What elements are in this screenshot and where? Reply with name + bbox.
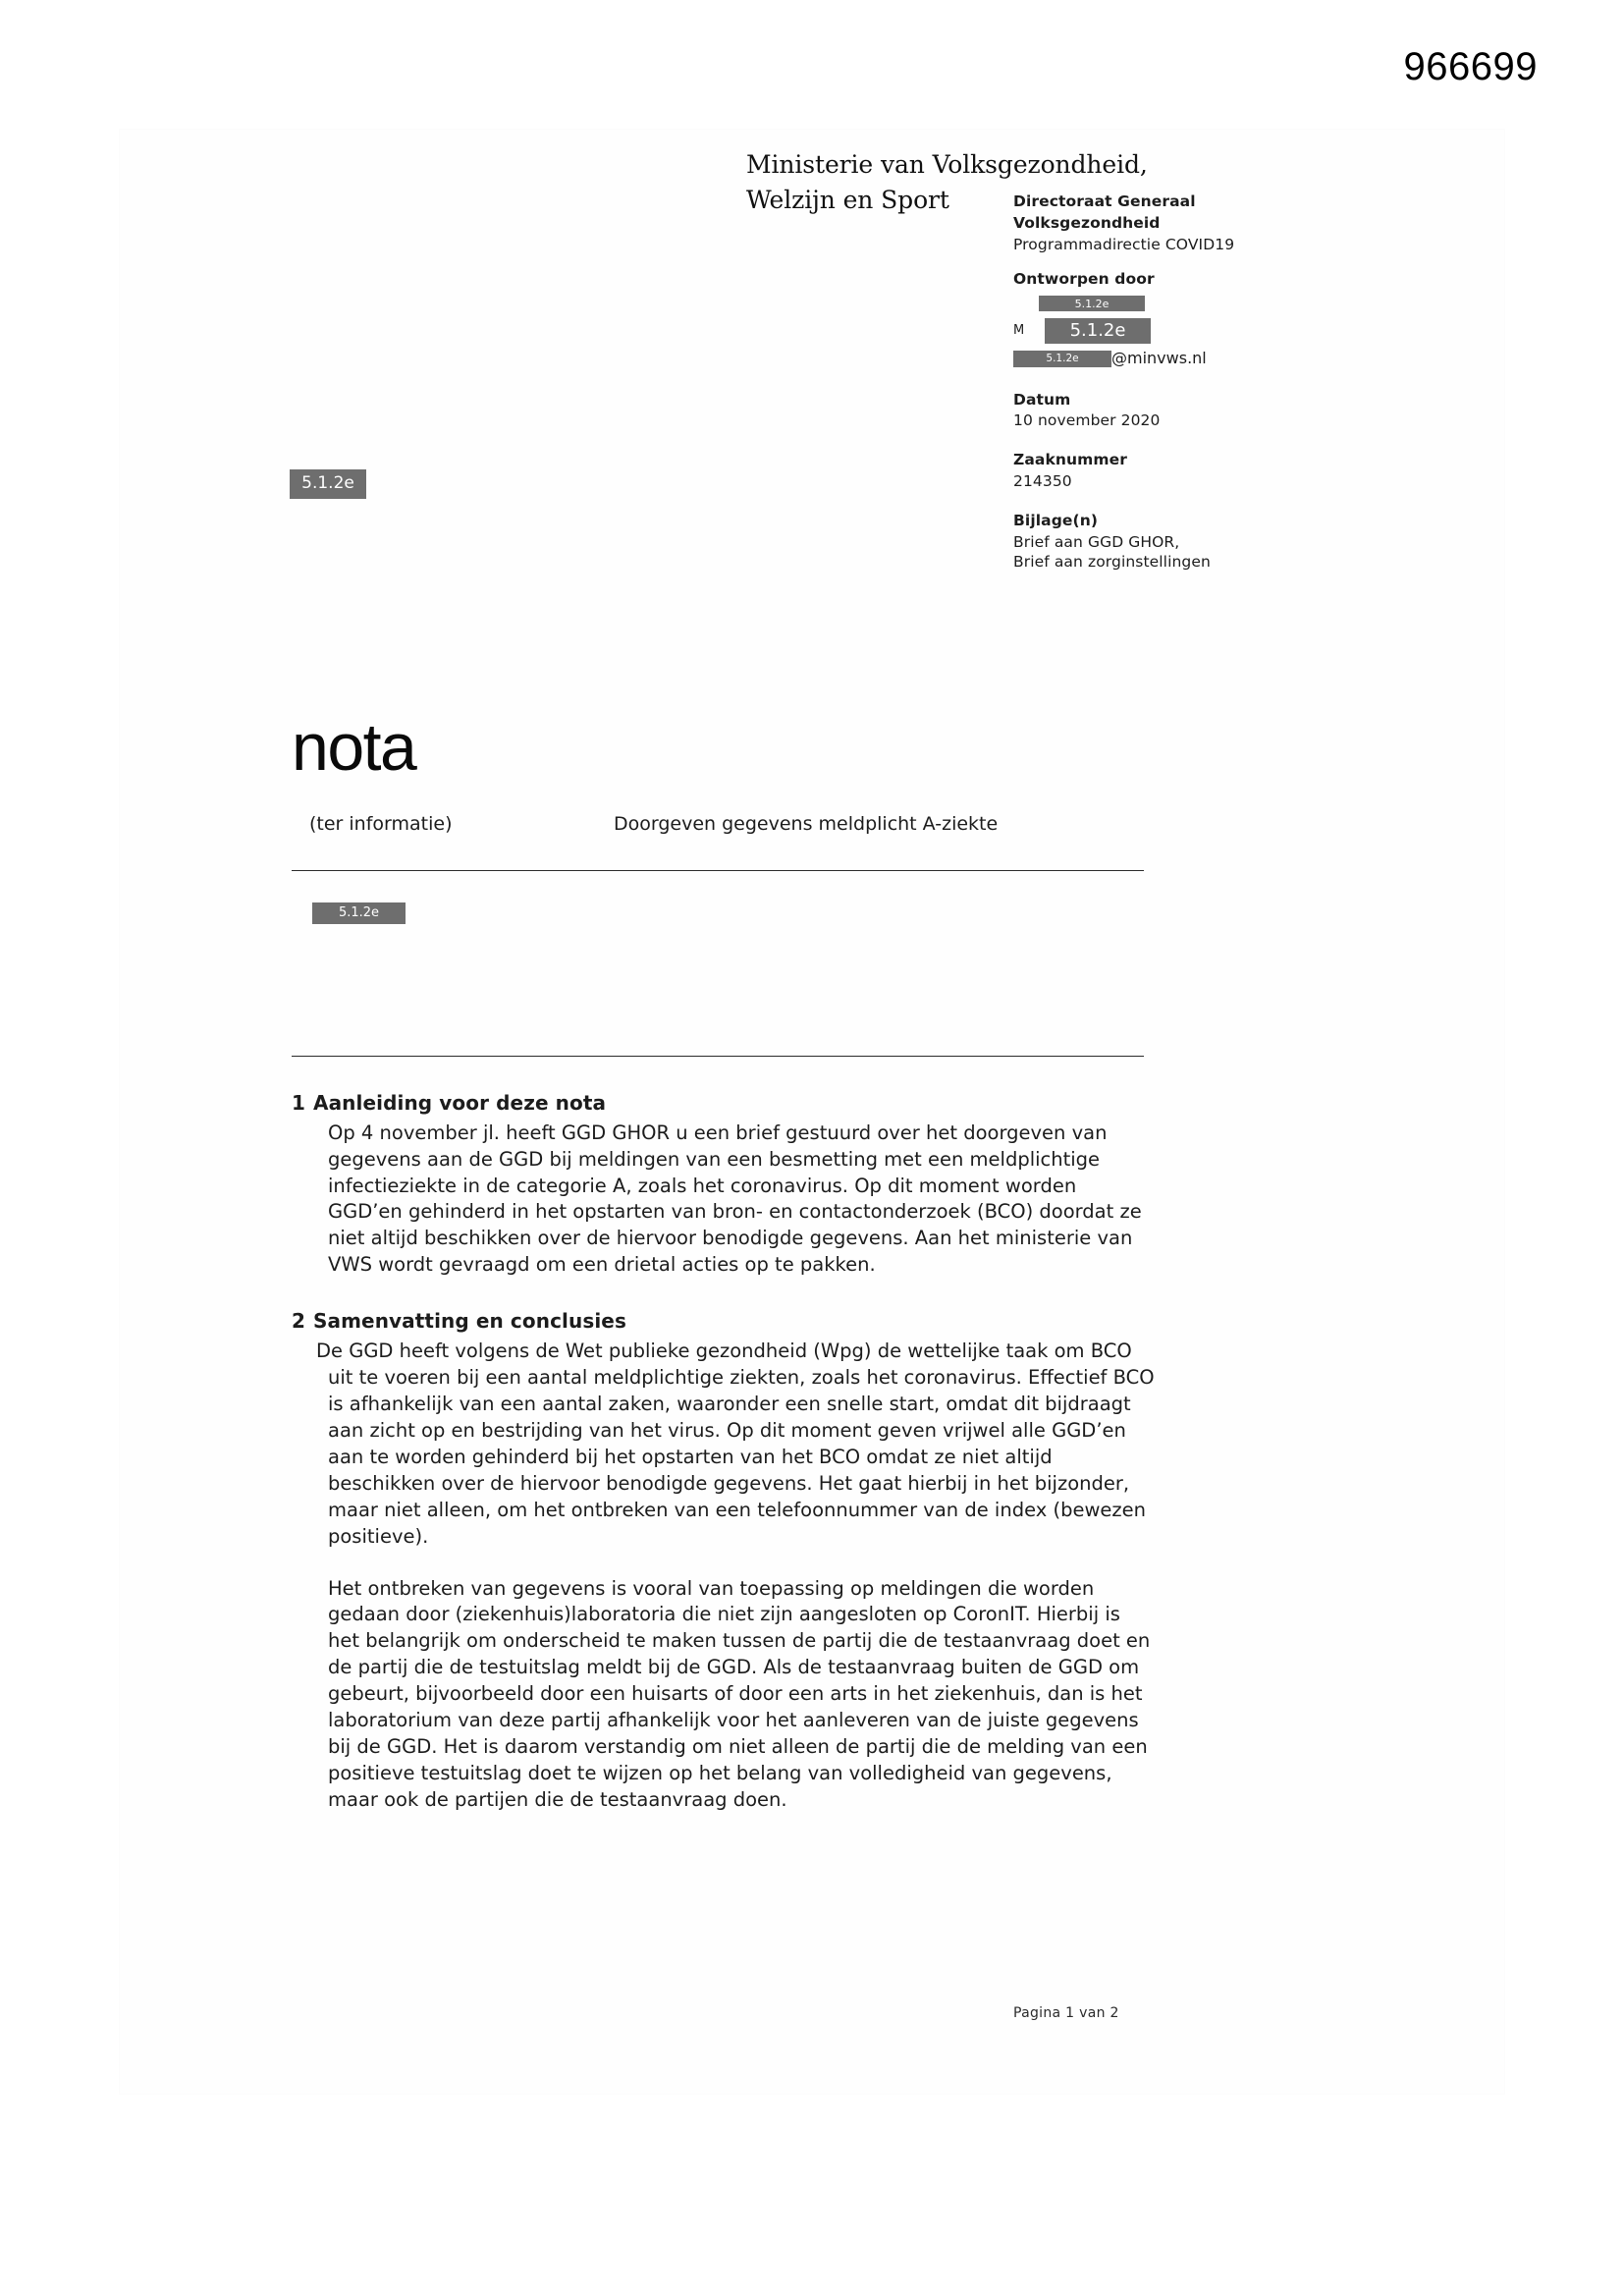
paragraph: Op 4 november jl. heeft GGD GHOR u een brief gestuurd over het doorgeven van gegevens aan de GGD bij meldingen van een besmetting met een meldplichtige infectieziekte in de categorie A, zoals het coronavirus. Op dit moment worden GGD’en gehinderd in het opstarten van bron- en contactonderzoek (BCO) doordat ze niet altijd beschikken over de hiervoor benodigde gegevens. Aan het ministerie van VWS wordt gevraagd om een drietal acties op te pakken. (328, 1121, 1142, 1277)
page-footer: Pagina 1 van 2 (1013, 2005, 1119, 2021)
attachments-label: Bijlage(n) (1013, 511, 1099, 529)
date-label: Datum (1013, 390, 1071, 409)
page-title: nota (292, 710, 416, 785)
redaction-signatory: 5.1.2e (312, 902, 406, 924)
case-number-label: Zaaknummer (1013, 451, 1127, 469)
section-1 (292, 1090, 1156, 1279)
section-1-number: 1 (292, 1091, 306, 1115)
date-value: 10 november 2020 (1013, 411, 1161, 430)
author-email-row (1013, 349, 1308, 368)
author-phone-row (1013, 318, 1308, 344)
section-1-heading (292, 1090, 1156, 1118)
document-subject: Doorgeven gegevens meldplicht A-ziekte (614, 813, 999, 835)
redaction-author-phone: 5.1.2e (1045, 318, 1151, 344)
case-number-block (1013, 451, 1308, 492)
author-block (1013, 270, 1308, 368)
directorate-block (1013, 192, 1308, 254)
section-1-title: Aanleiding voor deze nota (313, 1091, 607, 1115)
author-name-row (1013, 294, 1308, 313)
section-2 (292, 1308, 1156, 1814)
document-kind: (ter informatie) (309, 813, 453, 835)
date-block (1013, 391, 1308, 432)
section-2-body (316, 1339, 1156, 1814)
redaction-addressee: 5.1.2e (290, 469, 366, 499)
divider-bottom (292, 1056, 1144, 1057)
document-body (292, 1090, 1156, 1839)
mobile-label: M (1013, 322, 1025, 338)
metadata-column (1013, 192, 1308, 591)
redaction-author-email: 5.1.2e (1013, 351, 1111, 367)
directorate-line-2: Volksgezondheid (1013, 213, 1161, 232)
attachments-block (1013, 512, 1308, 572)
section-1-body (328, 1121, 1156, 1280)
section-2-title: Samenvatting en conclusies (313, 1309, 626, 1334)
section-2-heading (292, 1308, 1156, 1336)
directorate-subline: Programmadirectie COVID19 (1013, 235, 1235, 253)
section-2-number: 2 (292, 1309, 306, 1334)
ministry-line-1: Ministerie van Volksgezondheid, (746, 150, 1148, 179)
paragraph: Het ontbreken van gegevens is vooral van toepassing op meldingen die worden gedaan door (ziekenhuis)laboratoria die niet zijn aangesloten op CoronIT. Hierbij is het belangrijk om onderscheid te maken tussen de partij die de testaanvraag doet en de partij die de testuitslag meldt bij de GGD. Als de testaanvraag buiten de GGD om gebeurt, bijvoorbeeld door een huisarts of door een arts in het ziekenhuis, dan is het laboratorium van deze partij afhankelijk voor het aanleveren van de juiste gegevens bij de GGD. Het is daarom verstandig om niet alleen de partij die de melding van een positieve testuitslag doet te wijzen op het belang van volledigheid van gegevens, maar ook de partijen die de testaanvraag doen. (328, 1576, 1151, 1812)
paragraph: De GGD heeft volgens de Wet publieke gezondheid (Wpg) de wettelijke taak om BCO uit te voeren bij een aantal meldplichtige ziekten, zoals het coronavirus. Effectief BCO is afhankelijk van een aantal zaken, waaronder een snelle start, omdat dit bijdraagt aan zicht op en bestrijding van het virus. Op dit moment geven vrijwel alle GGD’en aan te worden gehinderd bij het opstarten van het BCO omdat ze niet altijd beschikken over de hiervoor benodigde gegevens. Het gaat hierbij in het bijzonder, maar niet alleen, om het ontbreken van een telefoonnummer van de index (bewezen positieve). (316, 1339, 1155, 1548)
attachment-item-2: Brief aan zorginstellingen (1013, 552, 1211, 571)
ministry-line-2: Welzijn en Sport (746, 185, 949, 214)
attachment-item-1: Brief aan GGD GHOR, (1013, 532, 1180, 551)
email-domain: @minvws.nl (1111, 349, 1207, 368)
divider-top (292, 870, 1144, 871)
directorate-line-1: Directoraat Generaal (1013, 192, 1196, 210)
case-number-value: 214350 (1013, 472, 1072, 491)
scan-number: 966699 (1403, 45, 1538, 88)
author-label: Ontworpen door (1013, 270, 1155, 289)
redaction-author-name: 5.1.2e (1039, 296, 1145, 311)
